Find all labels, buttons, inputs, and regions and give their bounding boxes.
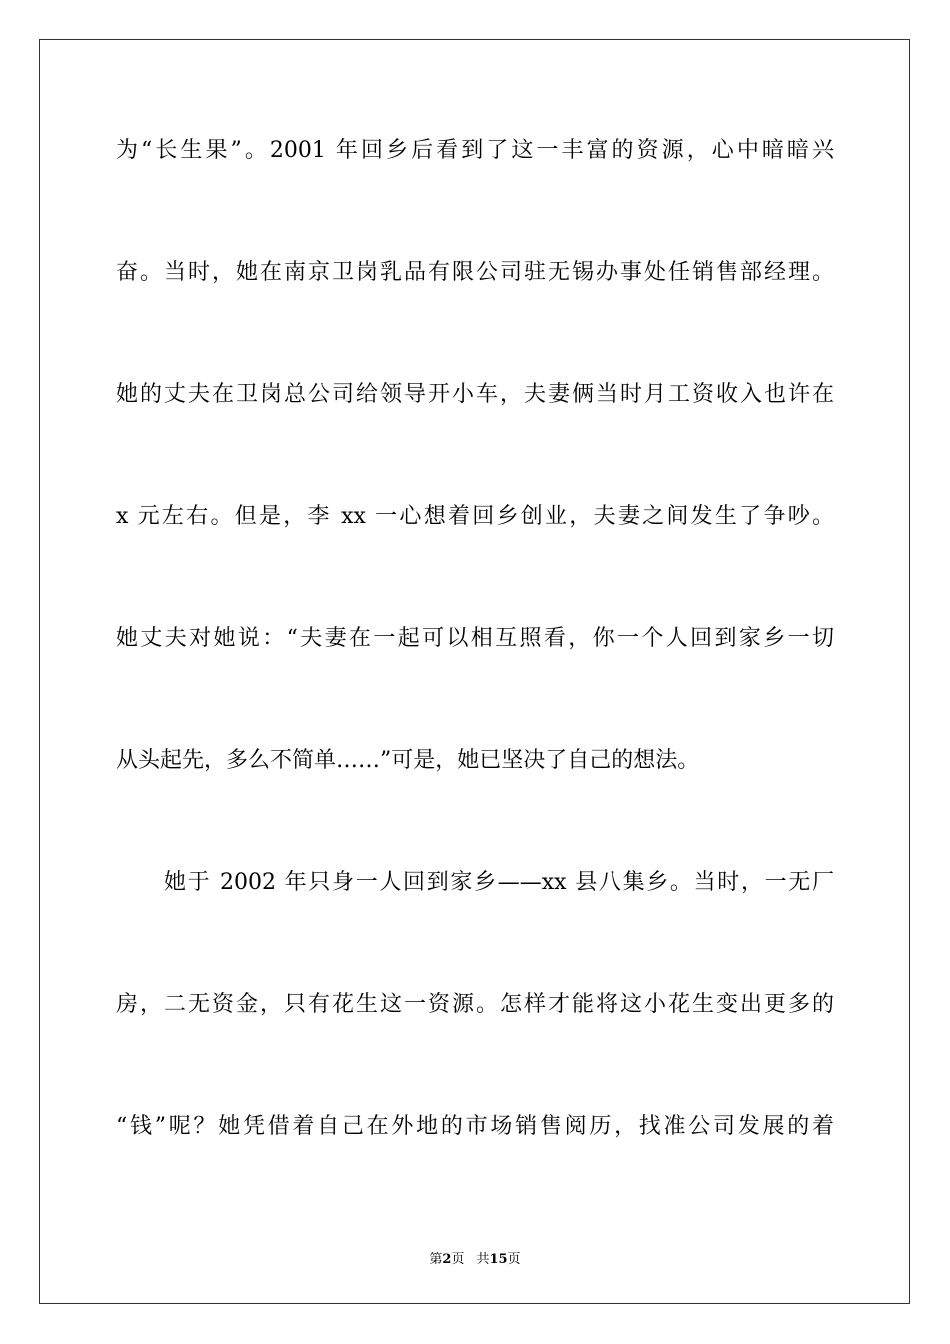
current-page-number: 2 (442, 1252, 452, 1267)
paragraph-line: x 元左右。但是，李 xx 一心想着回乡创业，夫妻之间发生了争吵。 (116, 504, 834, 529)
paragraph-line: 为“长生果”。2001 年回乡后看到了这一丰富的资源，心中暗暗兴 (116, 138, 834, 163)
paragraph-line: 从头起先，多么不简单……”可是，她已坚决了自己的想法。 (116, 748, 700, 773)
paragraph-line: 她丈夫对她说：“夫妻在一起可以相互照看，你一个人回到家乡一切 (116, 626, 834, 651)
paragraph-line: 奋。当时，她在南京卫岗乳品有限公司驻无锡办事处任销售部经理。 (116, 260, 834, 285)
page-footer (0, 1248, 950, 1267)
body-text (116, 128, 834, 1226)
total-unit: 页 (507, 1252, 521, 1267)
total-prefix: 共 (476, 1252, 490, 1267)
page-unit: 页 (451, 1252, 465, 1267)
paragraph-line: 房，二无资金，只有花生这一资源。怎样才能将这小花生变出更多的 (116, 992, 834, 1017)
page-prefix: 第 (429, 1252, 443, 1267)
paragraph-line: “钱”呢？她凭借着自己在外地的市场销售阅历，找准公司发展的着 (116, 1114, 834, 1139)
paragraph-line: 她的丈夫在卫岗总公司给领导开小车，夫妻俩当时月工资收入也许在 (116, 382, 834, 407)
total-page-number: 15 (489, 1252, 508, 1267)
paragraph-line: 她于 2002 年只身一人回到家乡——xx 县八集乡。当时，一无厂 (164, 870, 834, 895)
